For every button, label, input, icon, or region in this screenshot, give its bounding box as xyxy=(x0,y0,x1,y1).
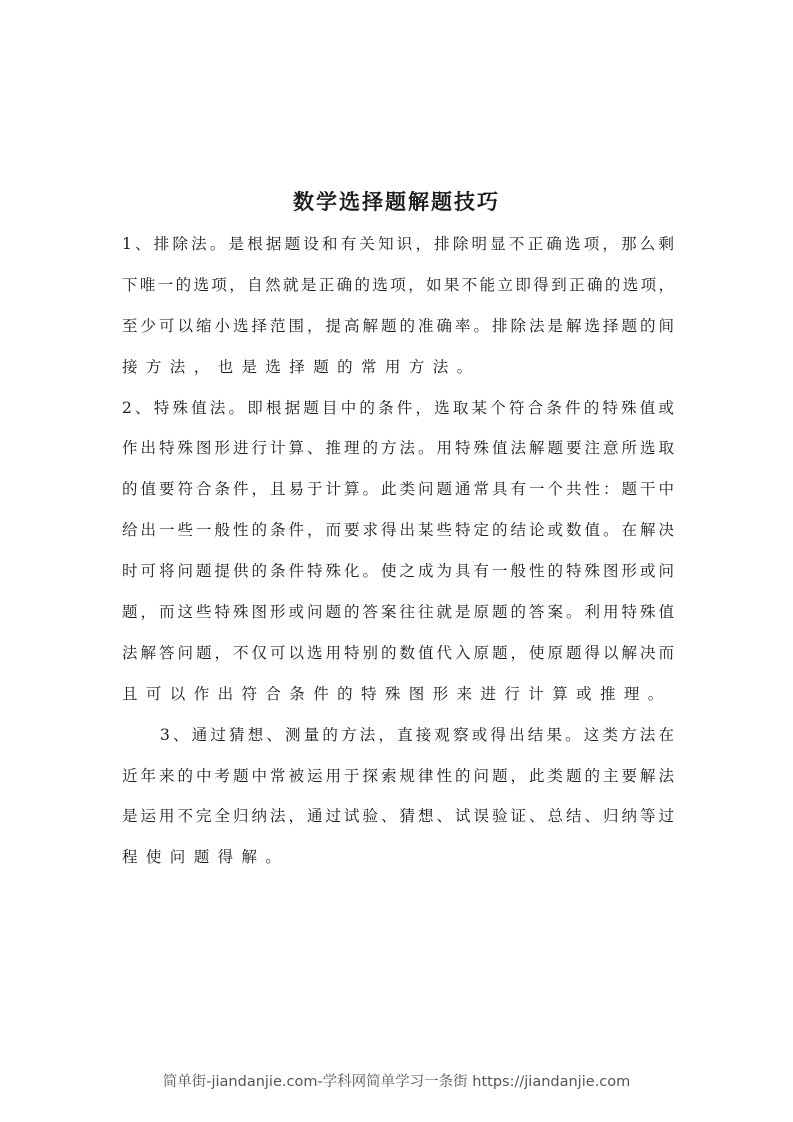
footer-watermark: 简单街-jiandanjie.com-学科网简单学习一条街 https://jiandanjie.com xyxy=(162,1074,631,1090)
paragraph-3 xyxy=(122,721,674,885)
paragraph-line: 程使问题得解。 xyxy=(122,848,290,867)
paragraph-line: 法解答问题，不仅可以选用特别的数值代入原题，使原题得以解决而 xyxy=(122,643,674,662)
paragraph-line: 题，而这些特殊图形或问题的答案往往就是原题的答案。利用特殊值 xyxy=(122,603,674,622)
paragraph-line: 2、特殊值法。即根据题目中的条件，选取某个符合条件的特殊值或 xyxy=(122,398,674,417)
paragraph-line: 3、通过猜想、测量的方法，直接观察或得出结果。这类方法在 xyxy=(160,725,674,744)
paragraph-line: 1、排除法。是根据题设和有关知识，排除明显不正确选项，那么剩 xyxy=(122,235,674,253)
paragraph-line: 至少可以缩小选择范围，提高解题的准确率。排除法是解选择题的间 xyxy=(122,316,674,335)
document-body xyxy=(122,230,674,884)
paragraph-line: 且可以作出符合条件的特殊图形来进行计算或推理。 xyxy=(122,684,672,703)
paragraph-line: 接方法，也是选择题的常用方法。 xyxy=(122,357,481,376)
paragraph-line: 是运用不完全归纳法，通过试验、猜想、试误验证、总结、归纳等过 xyxy=(122,807,674,826)
paragraph-2 xyxy=(122,394,674,721)
paragraph-line: 的值要符合条件，且易于计算。此类问题通常具有一个共性：题干中 xyxy=(122,480,674,499)
document-title: 数学选择题解题技巧 xyxy=(293,189,500,214)
paragraph-1 xyxy=(122,230,674,394)
paragraph-line: 时可将问题提供的条件特殊化。使之成为具有一般性的特殊图形或问 xyxy=(122,562,674,581)
paragraph-line: 给出一些一般性的条件，而要求得出某些特定的结论或数值。在解决 xyxy=(122,521,674,540)
paragraph-line: 下唯一的选项，自然就是正确的选项，如果不能立即得到正确的选项， xyxy=(122,275,674,294)
paragraph-line: 近年来的中考题中常被运用于探索规律性的问题，此类题的主要解法 xyxy=(122,766,674,785)
paragraph-line: 作出特殊图形进行计算、推理的方法。用特殊值法解题要注意所选取 xyxy=(122,439,674,458)
